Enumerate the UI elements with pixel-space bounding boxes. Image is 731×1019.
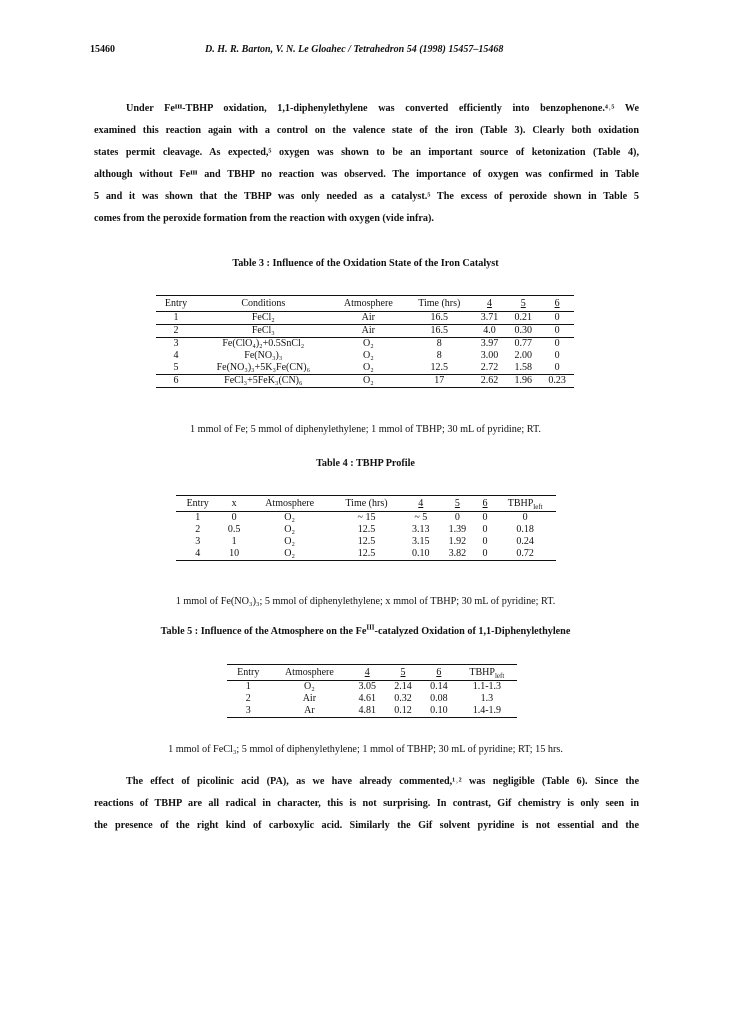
table-cell: 0.12 bbox=[385, 705, 421, 718]
table5-header-cell bbox=[421, 665, 457, 681]
table-cell: 4 bbox=[173, 350, 179, 361]
table3-header-text: Conditions bbox=[241, 297, 286, 309]
table5-header-cell bbox=[457, 665, 517, 681]
table-cell: FeCl₃+5FeK₃(CN)₆ bbox=[196, 375, 331, 388]
table3-header-text: Time (hrs) bbox=[418, 297, 461, 309]
table-cell: Air bbox=[361, 312, 375, 323]
table3-note: 1 mmol of Fe; 5 mmol of diphenylethylene; 1 mmol of TBHP; 30 mL of pyridine; RT. bbox=[190, 424, 541, 435]
table4-header-text: Entry bbox=[186, 497, 209, 509]
table3-header-cell bbox=[406, 296, 472, 312]
table-cell: 2.62 bbox=[473, 375, 507, 388]
table-cell: 4.81 bbox=[349, 705, 385, 718]
table-cell: FeCl₂ bbox=[251, 312, 275, 323]
table-cell: 1 bbox=[231, 536, 237, 547]
table-row bbox=[156, 375, 574, 388]
table5-header-text: 5 bbox=[400, 666, 406, 678]
paragraph-line: states permit cleavage. As expected,⁵ oxygen was shown to be an important source of ketonization (Table 4), bbox=[94, 147, 639, 158]
table-cell: O₂ bbox=[249, 548, 331, 561]
table5-header-subscript: left bbox=[494, 671, 505, 680]
table-cell: 0.14 bbox=[430, 681, 448, 692]
table-cell: 0 bbox=[554, 362, 560, 373]
table-cell: 0 bbox=[482, 524, 488, 535]
paragraph-line: comes from the peroxide formation from the reaction with oxygen (vide infra). bbox=[94, 213, 434, 224]
table-cell: 8 bbox=[406, 338, 472, 351]
table-row bbox=[156, 362, 574, 375]
table5-caption bbox=[0, 623, 731, 637]
table4-header-cell bbox=[331, 496, 403, 512]
paragraph-2 bbox=[94, 771, 639, 837]
table4-header-text: Atmosphere bbox=[265, 497, 315, 509]
table4 bbox=[176, 495, 556, 561]
table-cell: Fe(NO₃)₃+5K₃Fe(CN)₆ bbox=[216, 362, 311, 373]
table4-header-text: x bbox=[231, 497, 237, 509]
table3-header-text: Entry bbox=[164, 297, 188, 309]
table4-header-cell bbox=[476, 496, 495, 512]
table-cell: 3.71 bbox=[480, 312, 499, 323]
table-cell: 3.13 bbox=[412, 524, 430, 535]
table-cell: O₂ bbox=[284, 536, 296, 547]
table-cell: 0.21 bbox=[514, 312, 532, 323]
table-cell: FeCl₃ bbox=[196, 325, 331, 338]
table-cell: 1 bbox=[195, 512, 201, 523]
paragraph-line: the presence of the right kind of carboxylic acid. Similarly the Gif solvent pyridine is not essential and the bbox=[94, 820, 639, 831]
table4-header-cell bbox=[176, 496, 219, 512]
table4-header-cell bbox=[439, 496, 476, 512]
table-cell: 1.4-1.9 bbox=[457, 705, 517, 718]
table-cell: 0 bbox=[522, 512, 528, 523]
table-cell: 0.23 bbox=[540, 375, 574, 388]
table3-header-cell bbox=[156, 296, 196, 312]
table-cell: Air bbox=[302, 693, 317, 704]
table3-header-cell bbox=[473, 296, 507, 312]
paragraph-line: The effect of picolinic acid (PA), as we have already commented,¹˒² was negligible (Table 6). Since the bbox=[126, 776, 639, 787]
table-cell: 0.18 bbox=[516, 524, 534, 535]
table-cell: 0.32 bbox=[394, 693, 412, 704]
table-cell: 0 bbox=[540, 325, 574, 338]
table5-caption-pre: Table 5 : Influence of the Atmosphere on the Fe bbox=[160, 626, 367, 637]
table-row bbox=[227, 681, 517, 694]
table-cell: O₂ bbox=[362, 350, 374, 361]
table-cell: O₂ bbox=[304, 681, 315, 692]
table-cell: 1.3 bbox=[480, 693, 494, 704]
table4-header-cell bbox=[219, 496, 248, 512]
table5-header-cell bbox=[227, 665, 269, 681]
table-row bbox=[176, 536, 556, 548]
table4-header-text: 5 bbox=[454, 497, 460, 509]
table5-header-text: TBHP bbox=[469, 666, 495, 678]
table4-header-cell bbox=[494, 496, 556, 512]
table4-header-text: Time (hrs) bbox=[345, 497, 388, 509]
table-cell: 3 bbox=[156, 338, 196, 351]
table-row bbox=[176, 524, 556, 536]
table-cell: 1.96 bbox=[506, 375, 540, 388]
table-cell: 0.77 bbox=[506, 338, 540, 351]
table-cell: 2 bbox=[245, 693, 251, 704]
table-cell: O₂ bbox=[331, 338, 406, 351]
paragraph-line: 5 and it was shown that the TBHP was only needed as a catalyst.⁵ The excess of peroxide shown in Table 5 bbox=[94, 191, 639, 202]
table-cell: 2.14 bbox=[394, 681, 412, 692]
table-cell: 0 bbox=[554, 312, 560, 323]
table4-header-text: 6 bbox=[482, 497, 488, 509]
table-cell: 4.61 bbox=[358, 693, 376, 704]
table4-caption: Table 4 : TBHP Profile bbox=[316, 458, 415, 469]
table-cell: ~ 15 bbox=[357, 512, 376, 523]
paragraph-line: Under Feᴵᴵᴵ-TBHP oxidation, 1,1-diphenylethylene was converted efficiently into benzophenone.⁴˒⁵ We bbox=[126, 103, 639, 114]
table-cell: ~ 5 bbox=[414, 512, 428, 523]
table-cell: 1 bbox=[173, 312, 179, 323]
table-cell: O₂ bbox=[284, 512, 296, 523]
paragraph-line: examined this reaction again with a control on the valence state of the iron (Table 3). Clearly both oxidation bbox=[94, 125, 639, 136]
table-cell: 0 bbox=[554, 350, 560, 361]
table-cell: 0.10 bbox=[421, 705, 457, 718]
table-cell: 4.0 bbox=[473, 325, 507, 338]
table-cell: 0 bbox=[454, 512, 460, 523]
table4-header-cell bbox=[402, 496, 439, 512]
table-row bbox=[227, 705, 517, 718]
table-cell: 4 bbox=[176, 548, 219, 561]
table-cell: 1 bbox=[245, 681, 251, 692]
table-cell: 0.24 bbox=[516, 536, 534, 547]
table-cell: Fe(NO₃)₃ bbox=[244, 350, 283, 361]
table4-note: 1 mmol of Fe(NO₃)₃; 5 mmol of diphenylethylene; x mmol of TBHP; 30 mL of pyridine; RT. bbox=[175, 596, 556, 607]
table-row bbox=[176, 512, 556, 525]
table-cell: 0 bbox=[231, 512, 237, 523]
table5-header-cell bbox=[269, 665, 349, 681]
table5-header-text: Entry bbox=[237, 666, 260, 678]
table3-header-text: 4 bbox=[486, 297, 492, 309]
table-cell: 3 bbox=[195, 536, 201, 547]
table-cell: 3.00 bbox=[480, 350, 499, 361]
table-row bbox=[227, 693, 517, 705]
table-cell: 0 bbox=[482, 512, 488, 523]
table-cell: 2.72 bbox=[480, 362, 499, 373]
table-cell: 3.97 bbox=[473, 338, 507, 351]
table3-header-cell bbox=[540, 296, 574, 312]
table5-header-cell bbox=[349, 665, 385, 681]
table3-header-text: 5 bbox=[520, 297, 526, 309]
paragraph-1 bbox=[94, 98, 639, 230]
table-cell: 17 bbox=[406, 375, 472, 388]
table-cell: 5 bbox=[173, 362, 179, 373]
table-cell: 6 bbox=[156, 375, 196, 388]
table-cell: 12.5 bbox=[331, 548, 403, 561]
table-cell: 1.39 bbox=[448, 524, 467, 535]
table-cell: 16.5 bbox=[430, 312, 449, 323]
table5-header-text: 4 bbox=[364, 666, 370, 678]
table-cell: Air bbox=[331, 325, 406, 338]
table-row bbox=[156, 312, 574, 325]
table-cell: 2 bbox=[156, 325, 196, 338]
table-cell: O₂ bbox=[331, 375, 406, 388]
table-cell: 0.72 bbox=[494, 548, 556, 561]
table5-caption-sup: III bbox=[366, 623, 375, 632]
table5 bbox=[227, 664, 517, 718]
page-number: 15460 bbox=[90, 44, 115, 55]
paragraph-line: reactions of TBHP are all radical in character, this is not surprising. In contrast, Gif chemistry is only seen in bbox=[94, 798, 639, 809]
table-cell: 12.5 bbox=[357, 536, 376, 547]
table-cell: 0 bbox=[540, 338, 574, 351]
running-title: D. H. R. Barton, V. N. Le Gloahec / Tetrahedron 54 (1998) 15457–15468 bbox=[205, 44, 504, 55]
table5-note: 1 mmol of FeCl₃; 5 mmol of diphenylethylene; 1 mmol of TBHP; 30 mL of pyridine; RT; 15 hrs. bbox=[168, 744, 563, 755]
table-cell: Fe(ClO₄)₂+0.5SnCl₂ bbox=[196, 338, 331, 351]
table5-header-text: 6 bbox=[436, 666, 442, 678]
table-cell: 1.1-1.3 bbox=[472, 681, 502, 692]
table-cell: 0.10 bbox=[402, 548, 439, 561]
table3-header-cell bbox=[196, 296, 331, 312]
table3 bbox=[156, 295, 574, 388]
table-cell: 3.15 bbox=[412, 536, 430, 547]
table-cell: 3.82 bbox=[439, 548, 476, 561]
table-cell: 8 bbox=[436, 350, 442, 361]
paragraph-line: although without Feᴵᴵᴵ and TBHP no reaction was observed. The importance of oxygen was confirmed in Table bbox=[94, 169, 639, 180]
table-cell: 10 bbox=[219, 548, 248, 561]
table-cell: 0.30 bbox=[506, 325, 540, 338]
table-cell: 0 bbox=[482, 536, 488, 547]
table-cell: 1.92 bbox=[448, 536, 467, 547]
table4-header-subscript: left bbox=[533, 502, 543, 511]
table4-header-cell bbox=[249, 496, 331, 512]
table-cell: Ar bbox=[269, 705, 349, 718]
table-cell: 0.08 bbox=[430, 693, 448, 704]
table3-header-text: Atmosphere bbox=[343, 297, 393, 309]
table5-header-text: Atmosphere bbox=[284, 666, 334, 678]
table-cell: 12.5 bbox=[357, 524, 376, 535]
table-cell: 3.05 bbox=[358, 681, 376, 692]
table-row bbox=[156, 325, 574, 338]
table-cell: 0.5 bbox=[227, 524, 241, 535]
page-header bbox=[0, 44, 731, 58]
table-cell: 1.58 bbox=[514, 362, 532, 373]
table3-header-cell bbox=[331, 296, 406, 312]
table-cell: 2.00 bbox=[514, 350, 532, 361]
table-cell: 2 bbox=[195, 524, 201, 535]
table-row bbox=[156, 350, 574, 362]
table3-caption: Table 3 : Influence of the Oxidation State of the Iron Catalyst bbox=[232, 258, 499, 269]
table-cell: 16.5 bbox=[406, 325, 472, 338]
table4-header-text: TBHP bbox=[507, 497, 534, 509]
table-row bbox=[176, 548, 556, 561]
table-cell: O₂ bbox=[284, 524, 296, 535]
table5-caption-post: -catalyzed Oxidation of 1,1-Diphenylethylene bbox=[374, 626, 571, 637]
table-cell: 0 bbox=[476, 548, 495, 561]
table-cell: O₂ bbox=[362, 362, 374, 373]
table3-header-cell bbox=[506, 296, 540, 312]
table3-header-text: 6 bbox=[554, 297, 560, 309]
table4-header-text: 4 bbox=[418, 497, 424, 509]
table-cell: 12.5 bbox=[430, 362, 449, 373]
table-cell: 3 bbox=[227, 705, 269, 718]
table5-header-cell bbox=[385, 665, 421, 681]
table-row bbox=[156, 338, 574, 351]
